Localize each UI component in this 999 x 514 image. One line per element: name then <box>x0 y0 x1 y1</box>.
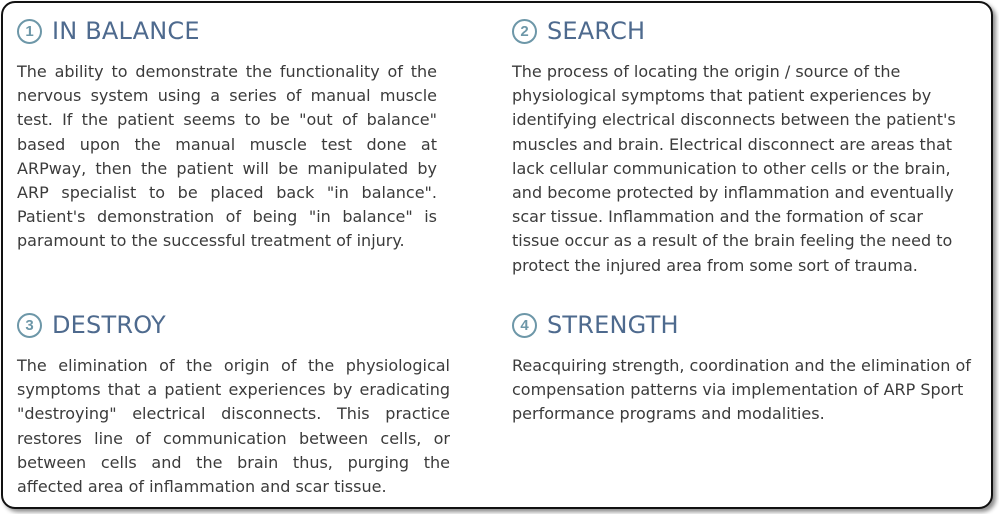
section-header <box>512 14 974 48</box>
section-description: The elimination of the origin of the physiological symptoms that a patient experiences by eradicating "destroying" electrical disconnects. This practice restores line of communication between cells, or between cells and the brain thus, purging the affected area of inflammation and scar tissue. <box>17 356 450 497</box>
section-description: The ability to demonstrate the functionality of the nervous system using a series of manual muscle test. If the patient seems to be "out of balance" based upon the manual muscle test done at ARPway, then the patient will be manipulated by ARP specialist to be placed back "in balance". Patient's demonstration of being "in balance" is paramount to the successful treatment of injury. <box>17 62 437 251</box>
section-title: IN BALANCE <box>52 17 200 45</box>
number-badge: 1 <box>17 19 42 44</box>
section-title: SEARCH <box>547 17 646 45</box>
section-search <box>512 14 974 278</box>
section-destroy <box>17 308 450 499</box>
section-title: STRENGTH <box>547 311 679 339</box>
number-badge: 4 <box>512 313 537 338</box>
section-strength <box>512 308 974 427</box>
section-description: Reacquiring strength, coordination and the elimination of compensation patterns via implementation of ARP Sport performance programs and modalities. <box>512 356 971 424</box>
section-description: The process of locating the origin / source of the physiological symptoms that patient experiences by identifying electrical disconnects between the patient's muscles and brain. Electrical disconnect are areas that lack cellular communication to other cells or the brain, and become protected by inflammation and eventually scar tissue. Inflammation and the formation of scar tissue occur as a result of the brain feeling the need to protect the injured area from some sort of trauma. <box>512 62 956 275</box>
number-badge: 2 <box>512 19 537 44</box>
section-header <box>512 308 974 342</box>
section-title: DESTROY <box>52 311 166 339</box>
number-badge: 3 <box>17 313 42 338</box>
content-panel <box>1 1 993 509</box>
section-header <box>17 14 437 48</box>
section-in-balance <box>17 14 437 254</box>
section-header <box>17 308 450 342</box>
